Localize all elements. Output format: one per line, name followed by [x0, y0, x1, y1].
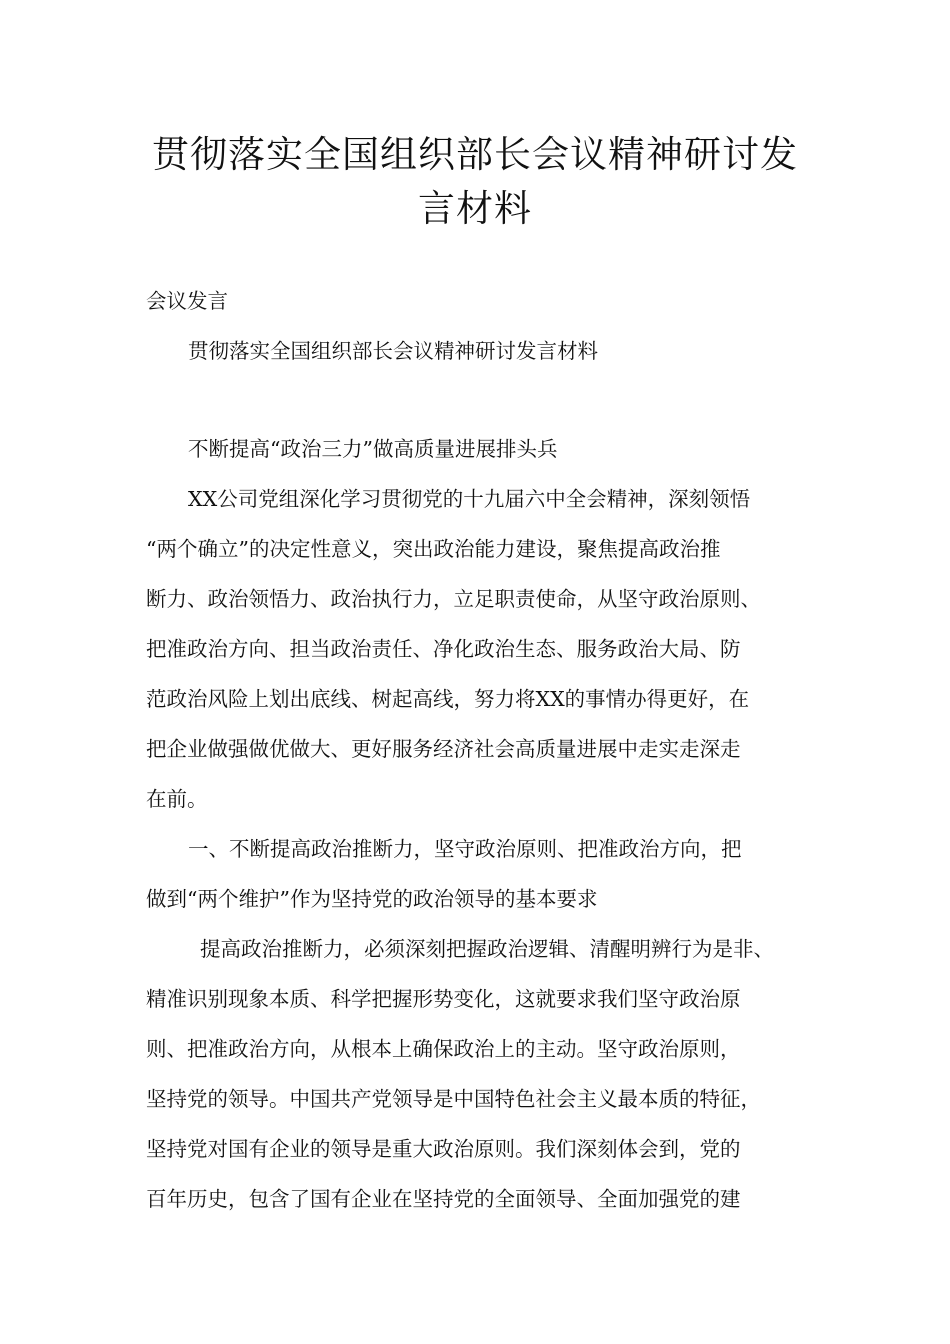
paragraph-line: 则、把准政治方向，从根本上确保政治上的主动。坚守政治原则，: [146, 1037, 741, 1061]
document-title: [120, 128, 830, 236]
paragraph-line: 百年历史，包含了国有企业在坚持党的全面领导、全面加强党的建: [146, 1187, 741, 1211]
paragraph-line: 在前。: [146, 787, 208, 811]
section-heading: 不断提高“政治三力”做高质量进展排头兵: [188, 437, 558, 461]
subtitle: 贯彻落实全国组织部长会议精神研讨发言材料: [188, 339, 598, 363]
category-label: 会议发言: [146, 289, 228, 313]
paragraph-line: 把准政治方向、担当政治责任、净化政治生态、服务政治大局、防: [146, 637, 741, 661]
section-title-line: 一、不断提高政治推断力，坚守政治原则、把准政治方向，把: [188, 837, 742, 861]
paragraph-line: 提高政治推断力，必须深刻把握政治逻辑、清醒明辨行为是非、: [200, 937, 774, 961]
paragraph-line: XX公司党组深化学习贯彻党的十九届六中全会精神，深刻领悟: [188, 487, 751, 511]
paragraph-line: “两个确立”的决定性意义，突出政治能力建设，聚焦提高政治推: [146, 537, 721, 561]
paragraph-line: 范政治风险上划出底线、树起高线，努力将XX的事情办得更好，在: [146, 687, 750, 711]
paragraph-line: 坚持党对国有企业的领导是重大政治原则。我们深刻体会到，党的: [146, 1137, 741, 1161]
paragraph-line: 坚持党的领导。中国共产党领导是中国特色社会主义最本质的特征，: [146, 1087, 761, 1111]
title-line-2: 言材料: [418, 187, 532, 230]
section-title-line: 做到“两个维护”作为坚持党的政治领导的基本要求: [146, 887, 598, 911]
paragraph-line: 精准识别现象本质、科学把握形势变化，这就要求我们坚守政治原: [146, 987, 741, 1011]
title-line-1: 贯彻落实全国组织部长会议精神研讨发: [152, 133, 798, 176]
paragraph-line: 把企业做强做优做大、更好服务经济社会高质量进展中走实走深走: [146, 737, 741, 761]
paragraph-line: 断力、政治领悟力、政治执行力，立足职责使命，从坚守政治原则、: [146, 587, 761, 611]
